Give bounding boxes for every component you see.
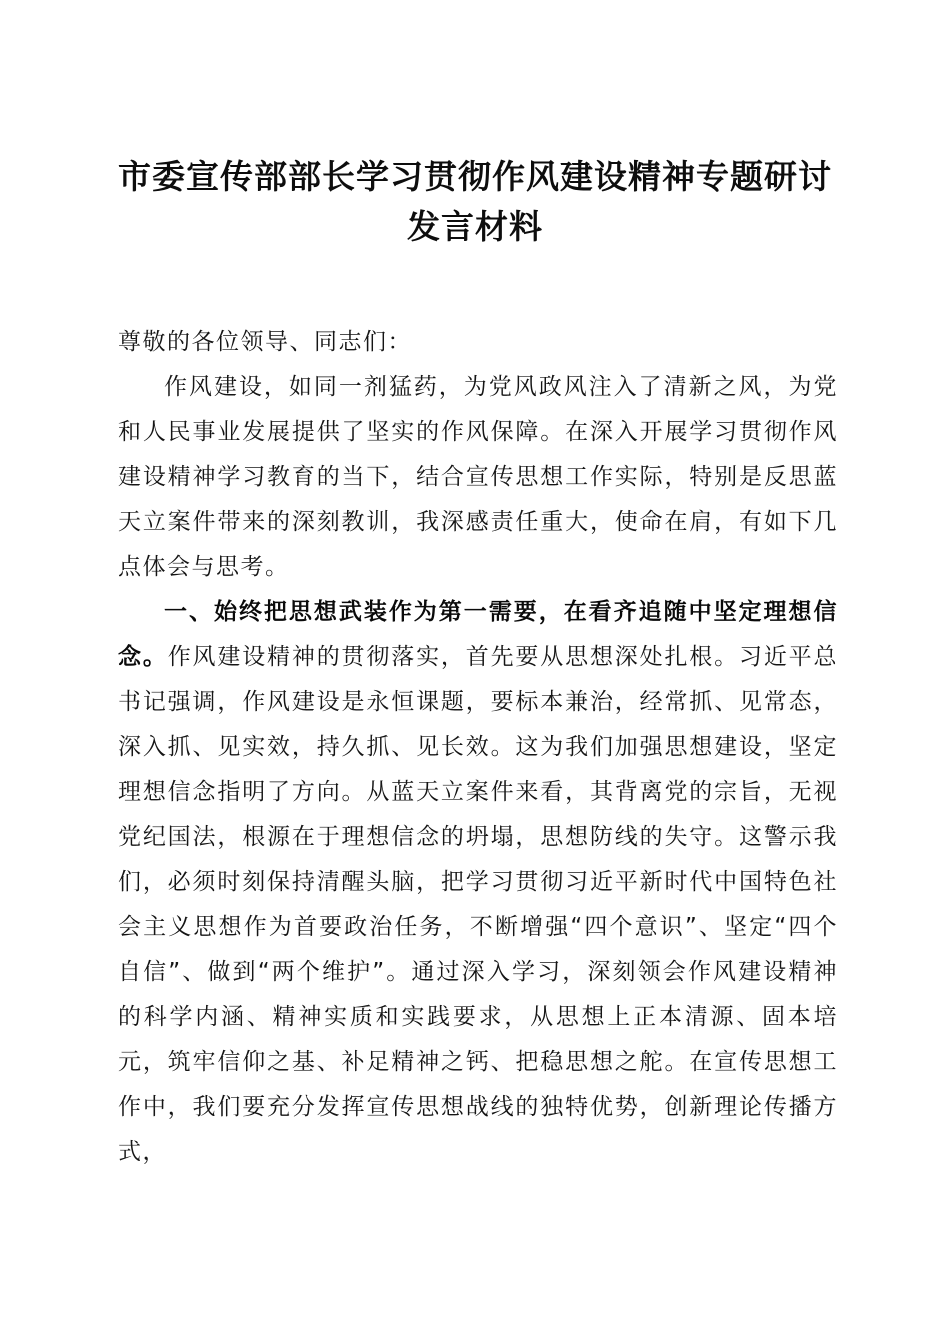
intro-paragraph: 作风建设，如同一剂猛药，为党风政风注入了清新之风，为党和人民事业发展提供了坚实的作风保障。在深入开展学习贯彻作风建设精神学习教育的当下，结合宣传思想工作实际，特别是反思蓝天立案件带来的深刻教训，我深感责任重大，使命在肩，有如下几点体会与思考。: [118, 374, 838, 580]
section-one-heading: 一、始终把思想武装作为第一需要，在看齐追随中坚定理想信念。: [118, 599, 838, 670]
document-body: [118, 320, 838, 1175]
salutation: 尊敬的各位领导、同志们：: [118, 329, 412, 355]
section-one-body: 作风建设精神的贯彻落实，首先要从思想深处扎根。习近平总书记强调，作风建设是永恒课题，要标本兼治，经常抓、见常态，深入抓、见实效，持久抓、见长效。这为我们加强思想建设，坚定理想信念指明了方向。从蓝天立案件来看，其背离党的宗旨，无视党纪国法，根源在于理想信念的坍塌，思想防线的失守。这警示我们，必须时刻保持清醒头脑，把学习贯彻习近平新时代中国特色社会主义思想作为首要政治任务，不断增强“四个意识”、坚定“四个自信”、做到“两个维护”。通过深入学习，深刻领会作风建设精神的科学内涵、精神实质和实践要求，从思想上正本清源、固本培元，筑牢信仰之基、补足精神之钙、把稳思想之舵。在宣传思想工作中，我们要充分发挥宣传思想战线的独特优势，创新理论传播方式，: [118, 644, 839, 1165]
section-one-paragraph: [118, 590, 838, 1175]
document-title: 市委宣传部部长学习贯彻作风建设精神专题研讨发言材料: [118, 157, 832, 246]
